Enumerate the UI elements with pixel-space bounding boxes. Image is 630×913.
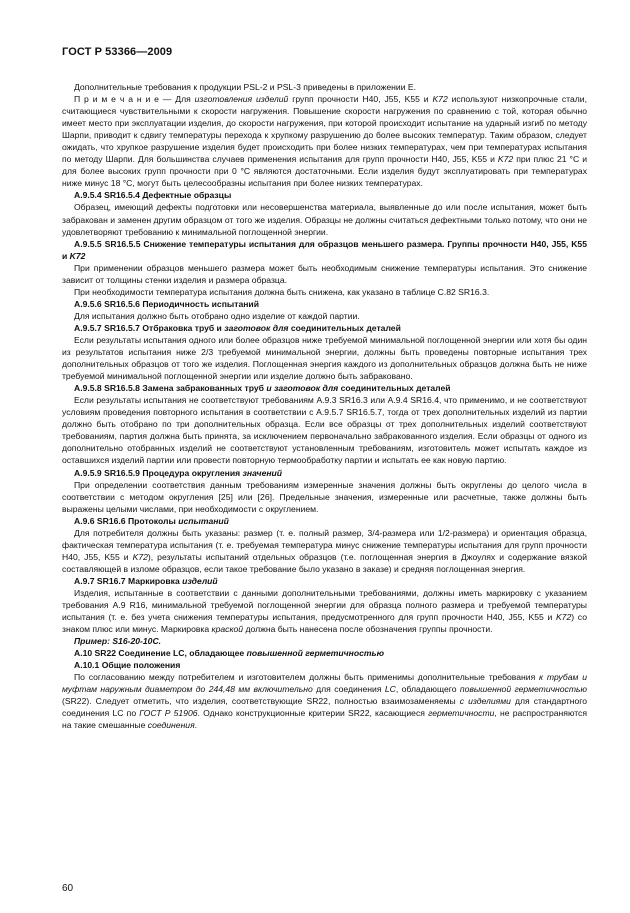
italic-text: K72 (555, 612, 572, 623)
italic-text: K72 (132, 551, 148, 562)
text-run: Для потребителя должны быть указаны: размер (т. е. полный размер, 3/4-размера или 1/2-размера) и ориентация образца, фактическая температура испытания (т. е. требуемая температура минус снижение температуры испытания для групп прочности H40, J55, K55 и (62, 527, 587, 562)
italic-text: значений (242, 467, 283, 478)
italic-text: LC (384, 684, 396, 695)
document-header: ГОСТ Р 53366—2009 (62, 46, 173, 58)
text-run: , обладающего (395, 684, 460, 695)
section-heading: A.10.1 Общие положения (74, 660, 181, 671)
text-run: A.9.5.7 SR16.5.7 Отбраковка труб и (74, 322, 225, 333)
text-run: A.9.5.9 SR16.5.9 Процедура округления (74, 467, 243, 478)
section-heading (62, 382, 587, 394)
text-run: при плюс 21 °С и для более высоких групп прочности при 0 °С являются достаточными. Если изделия будут эксплуатировать при температурах ниже минус 18 °С, могут быть целесообразны испытания при более низких температурах. (62, 154, 587, 189)
document-body (62, 81, 587, 732)
italic-text: соединения (147, 720, 195, 731)
italic-text: ГОСТ Р 51906 (139, 708, 198, 719)
italic-text: герметичности (428, 708, 495, 719)
paragraph: При необходимости температура испытания должна быть снижена, как указано в таблице С.82 SR16.3. (74, 286, 490, 297)
text-run: A.9.5.8 SR16.5.8 Замена забракованных труб (74, 383, 267, 394)
text-run: . (194, 720, 198, 731)
section-heading: A.9.5.6 SR16.5.6 Периодичность испытаний (74, 298, 259, 309)
paragraph: Если результаты испытания не соответствуют требованиям А.9.3 SR16.3 или А.9.4 SR16.4, что применимо, и не соответствуют условиям проведения повторного испытания в соответствии с А.9.5.7 SR16.5.7, тогда от трех дополнительных изделий из партии должно быть отобрано по три дополнительных образца. Если все образцы от трех дополнительных изделий соответствуют требованиям, партия должна быть принята, за исключением первоначально забракованного изделия. Если образцы от одного из дополнительно отобранных изделий не соответствуют установленным требованиям, изготовитель может испытать каждое из оставшихся изделий партии или провести повторную термообработку партии и испытать ее как новую партию. (62, 395, 587, 466)
section-heading (62, 467, 587, 479)
text-run: соединительных деталей (288, 322, 401, 333)
italic-text: изделий (182, 575, 218, 586)
section-heading (62, 515, 587, 527)
text-run: П р и м е ч а н и е — Для (74, 94, 195, 105)
italic-text: с изделиями (459, 696, 511, 707)
section-heading: A.9.5.4 SR16.5.4 Дефектные образцы (74, 190, 232, 201)
text-run: для соединения (312, 684, 385, 695)
text-run: Изделия, испытанные в соответствии с данными дополнительными требованиями, должны иметь маркировку с указанием требования А.9 R16, минимальной требуемой поглощенной энергии для образца полного размера и требуемой температуры испытания (т. е. без учета снижения температуры испытания, предусмотренного для групп прочности H40, J55, K55 и (62, 587, 587, 623)
italic-text: K72 (69, 250, 86, 261)
paragraph: Образец, имеющий дефекты подготовки или несовершенства материала, выявленные до или после испытания, может быть забракован и заменен другим образцом от того же изделия. Образцы не должны считаться дефектными только потому, что они не удовлетворяют требованию к минимальной поглощенной энергии. (62, 202, 587, 237)
italic-text: изготовления изделий (194, 94, 289, 105)
paragraph: Если результаты испытания одного или более образцов ниже требуемой минимальной поглощенной энергии или хотя бы один из результатов испытания ниже 2/3 требуемой минимальной энергии, должны быть проведены повторные испытания трех дополнительных образцов от того же изделия. Поглощенная энергия каждого из дополнительных образцов должна быть не ниже требуемой минимальной поглощенной энергии или изделие должно быть забраковано. (62, 334, 587, 382)
text-run: . Однако конструкционные критерии SR22, касающиеся (197, 708, 429, 719)
text-run: используют низкопрочные стали, считающиеся чувствительными к скорости нагружения. Повышение скорости нагружения по сравнению с той, которая обычно имеет место при эксплуатации изделия, до скорости нагружения, при которой происходит испытание на ударный изгиб по методу Шарпи, приводит к сдвигу температуры перехода к хрупкому разрушению до более высоких температур. Таким образом, следует ожидать, что хрупкое разрушение изделия будет происходить при более низких температурах, чем при температурах испытания по методу Шарпи. Для большинства случаев применения испытания для групп прочности H40, J55, K55 и (62, 94, 587, 165)
italic-text: и заготовок для (266, 383, 339, 394)
italic-text: краской (211, 624, 244, 635)
italic-text: повышенной герметичностью (459, 684, 587, 695)
example-text: Пример: S16-20-10C. (74, 636, 162, 647)
text-run: A.9.7 SR16.7 Маркировка (74, 575, 183, 586)
section-heading (62, 238, 587, 262)
section-heading (62, 322, 587, 334)
text-run: для стандартного соединения LC по (62, 696, 587, 719)
section-heading (62, 575, 587, 587)
paragraph (62, 671, 587, 731)
paragraph: При применении образцов меньшего размера может быть необходимым снижение температуры испытания. Это снижение зависит от толщины стенки изделия и размера образца. (62, 262, 587, 285)
italic-text: K72 (497, 154, 514, 165)
section-heading (62, 647, 587, 659)
text-run: ), результаты испытаний отдельных образцов (т.е. поглощенная энергия в Джоулях и содержание вязкой составляющей в изломе образцов, если такое требование было указано в заказе) и средняя поглощенная энергия. (62, 551, 587, 574)
text-run: соединительных деталей (338, 383, 451, 394)
paragraph: При определении соответствия данным требованиям измеренные значения должны быть округлены до целого числа в соответствии с методом округления [25] или [26]. Предельные значения, измеренные или расчетные, также должны быть выражены целыми числами, при необходимости с округлением. (62, 479, 587, 514)
text-run: групп прочности H40, J55, K55 и (288, 94, 433, 105)
text-run: , не распространяются на такие смешанные (62, 708, 587, 731)
paragraph: Дополнительные требования к продукции PSL-2 и PSL-3 приведены в приложении E. (74, 82, 416, 92)
text-run: По согласованию между потребителем и изготовителем должны быть применимы дополнительные требования (74, 672, 540, 683)
italic-text: к трубам и муфтам наружным диаметром до 244,48 мм включительно (62, 672, 587, 695)
text-run: должна быть нанесена после обозначения группы прочности. (243, 624, 493, 635)
text-run: A.9.6 SR16.6 Протоколы (74, 515, 179, 526)
page-number: 60 (62, 883, 74, 894)
paragraph: Для испытания должно быть отобрано одно изделие от каждой партии. (74, 310, 360, 321)
text-run: A.10 SR22 Соединение LC, обладающее (74, 648, 247, 659)
paragraph (62, 587, 587, 635)
italic-text: заготовок для (224, 322, 289, 333)
text-run: (SR22). Следует отметить, что изделия, соответствующие SR22, полностью взаимозаменяемы (62, 696, 460, 707)
text-run: ) со знаком плюс или минус. Маркировка (62, 612, 587, 635)
italic-text: испытаний (178, 515, 229, 526)
italic-text: K72 (432, 94, 448, 105)
note-paragraph (62, 93, 587, 189)
example-label (62, 635, 587, 647)
text-run: A.9.5.5 SR16.5.5 Снижение температуры испытания для образцов меньшего размера. Группы прочности H40, J55, K55 и (62, 238, 587, 261)
italic-text: повышенной герметичностью (246, 648, 385, 659)
paragraph (62, 527, 587, 575)
